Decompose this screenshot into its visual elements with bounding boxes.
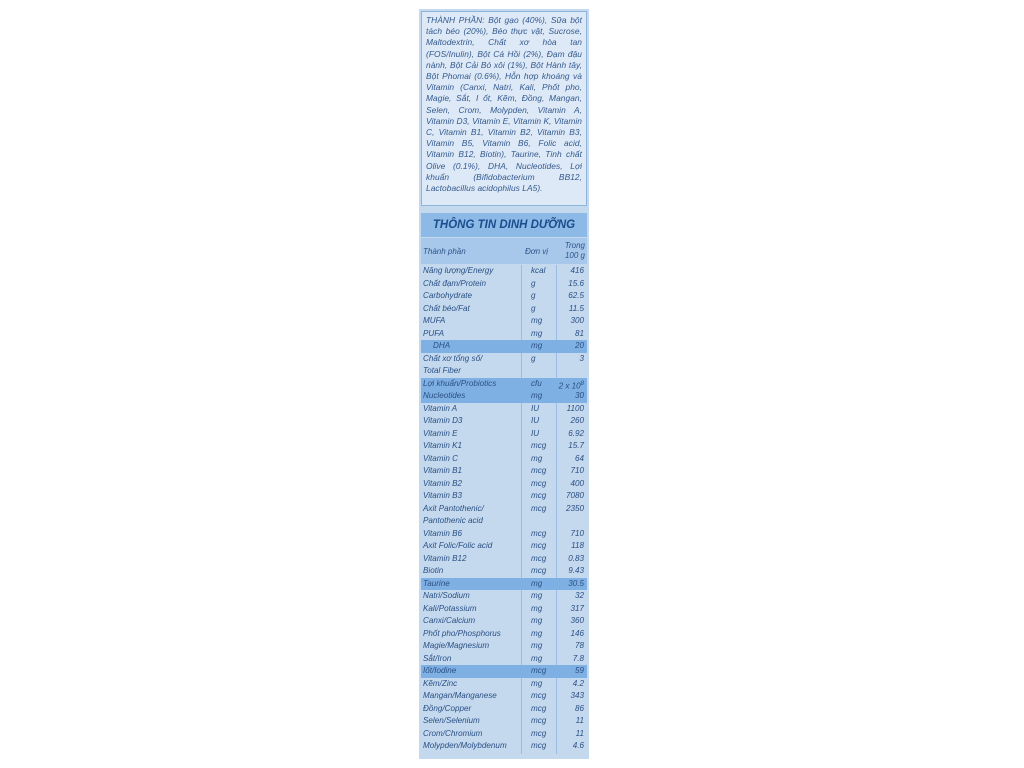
nutrient-value: 260 xyxy=(570,416,584,425)
nutrient-name: Chất đạm/Protein xyxy=(423,278,486,288)
nutrient-value: 6.92 xyxy=(568,428,584,438)
nutrient-name: PUFA xyxy=(423,328,444,338)
nutrient-value: 4.2 xyxy=(572,678,584,688)
nutrient-unit: mcg xyxy=(531,666,547,675)
nutrient-unit: g xyxy=(531,278,536,288)
nutrient-unit: mg xyxy=(531,641,543,650)
table-row xyxy=(421,490,587,503)
nutrient-name: Đồng/Copper xyxy=(423,703,472,713)
nutrient-unit: mcg xyxy=(531,528,547,538)
nutrient-name: Vitamin D3 xyxy=(423,416,463,425)
nutrient-unit: mcg xyxy=(531,691,547,700)
nutrient-name: Chất béo/Fat xyxy=(423,303,470,313)
nutrient-value: 343 xyxy=(570,691,584,700)
header-unit: Đơn vị xyxy=(525,246,549,256)
nutrient-name: Lợi khuẩn/Probiotics xyxy=(423,378,497,388)
table-row xyxy=(421,353,587,378)
nutrient-name: Molypden/Molybdenum xyxy=(423,741,507,750)
nutrient-name: Axit Pantothenic/ Pantothenic acid xyxy=(423,503,484,525)
table-row xyxy=(421,540,587,553)
nutrient-value: 15.7 xyxy=(568,441,584,450)
table-row xyxy=(421,665,587,678)
nutrient-name: Vitamin B1 xyxy=(423,466,462,475)
nutrient-unit: mcg xyxy=(531,491,547,500)
nutrient-name: Biotin xyxy=(423,566,444,575)
table-row xyxy=(421,278,587,291)
table-row xyxy=(421,653,587,666)
nutrient-value: 360 xyxy=(570,616,584,625)
table-row xyxy=(421,640,587,653)
nutrient-unit: g xyxy=(531,291,536,300)
nutrient-value: 64 xyxy=(574,453,584,463)
nutrient-name: Nucleotides xyxy=(423,391,466,400)
nutrient-name: Vitamin C xyxy=(423,453,458,463)
nutrient-unit: mg xyxy=(531,453,543,463)
nutrient-unit: mg xyxy=(531,678,543,688)
nutrient-unit: mg xyxy=(531,653,543,663)
table-row xyxy=(421,578,587,591)
nutrient-unit: g xyxy=(531,303,536,313)
nutrient-unit: mg xyxy=(531,628,543,638)
table-row xyxy=(421,503,587,528)
nutrient-name: Canxi/Calcium xyxy=(423,616,476,625)
nutrient-value: 11 xyxy=(575,728,584,738)
ingredients-box xyxy=(421,11,587,206)
nutrient-name: Natri/Sodium xyxy=(423,591,470,600)
nutrient-value: 317 xyxy=(570,603,584,613)
nutrient-value: 416 xyxy=(570,266,584,275)
table-row xyxy=(421,590,587,603)
nutrient-unit: mg xyxy=(531,341,543,350)
nutrient-value: 30 xyxy=(574,391,584,400)
nutrient-name: Crom/Chromium xyxy=(423,728,483,738)
nutrient-unit: IU xyxy=(531,416,540,425)
table-row xyxy=(421,565,587,578)
nutrient-name: Sắt/Iron xyxy=(423,653,452,663)
nutrient-unit: mg xyxy=(531,591,543,600)
nutrient-value: 11.5 xyxy=(568,303,584,313)
nutrient-unit: mcg xyxy=(531,441,547,450)
table-row xyxy=(421,315,587,328)
nutrient-value: 62.5 xyxy=(568,291,584,300)
nutrient-value: 300 xyxy=(570,316,584,325)
table-row xyxy=(421,440,587,453)
nutrient-unit: g xyxy=(531,353,536,363)
nutrient-unit: mg xyxy=(531,616,543,625)
nutrient-unit: mcg xyxy=(531,741,547,750)
table-row xyxy=(421,465,587,478)
table-row xyxy=(421,603,587,616)
table-row xyxy=(421,478,587,491)
nutrient-name: Vitamin B2 xyxy=(423,478,462,488)
nutrient-unit: mg xyxy=(531,391,543,400)
nutrient-value: 3 xyxy=(579,353,584,363)
nutrient-value: 400 xyxy=(570,478,584,488)
nutrient-unit: kcal xyxy=(531,266,546,275)
nutrient-value: 9.43 xyxy=(568,566,584,575)
nutrient-unit: mg xyxy=(531,328,543,338)
nutrient-value: 118 xyxy=(571,541,584,550)
table-row xyxy=(421,328,587,341)
nutrient-value: 146 xyxy=(570,628,584,638)
table-row xyxy=(421,378,587,391)
nutrient-unit: cfu xyxy=(531,378,542,388)
nutrient-name: Phốt pho/Phosphorus xyxy=(423,628,501,638)
nutrient-name: Taurine xyxy=(423,578,450,588)
nutrient-name: Vitamin B6 xyxy=(423,528,462,538)
table-row xyxy=(421,340,587,353)
nutrient-name: Kali/Potassium xyxy=(423,603,477,613)
nutrient-name: Chất xơ tổng số/ Total Fiber xyxy=(423,353,483,375)
nutrition-title: THÔNG TIN DINH DƯỠNG xyxy=(421,213,587,237)
table-row xyxy=(421,265,587,278)
table-row xyxy=(421,403,587,416)
nutrient-name: Vitamin B3 xyxy=(423,491,462,500)
table-row xyxy=(421,553,587,566)
nutrient-unit: mg xyxy=(531,603,543,613)
nutrient-value: 32 xyxy=(574,591,584,600)
header-name: Thành phần xyxy=(423,246,466,256)
nutrient-name: Magie/Magnesium xyxy=(423,641,490,650)
nutrient-unit: mcg xyxy=(531,503,547,513)
nutrition-header-row xyxy=(421,238,587,264)
nutrient-name: Vitamin E xyxy=(423,428,458,438)
nutrient-name: MUFA xyxy=(423,316,446,325)
nutrient-unit: IU xyxy=(531,428,540,438)
nutrient-name: DHA xyxy=(433,341,451,350)
table-row xyxy=(421,390,587,403)
table-row xyxy=(421,528,587,541)
nutrient-name: Vitamin K1 xyxy=(423,441,462,450)
nutrient-name: Vitamin B12 xyxy=(423,553,467,563)
table-row xyxy=(421,703,587,716)
table-row xyxy=(421,628,587,641)
nutrient-value: 7.8 xyxy=(572,653,584,663)
nutrient-unit: mg xyxy=(531,578,543,588)
nutrient-value: 11 xyxy=(575,716,584,725)
ingredients-text: THÀNH PHẦN: Bột gạo (40%), Sữa bột tách béo (20%), Béo thực vật, Sucrose, Maltodextrin, Chất xơ hòa tan (FOS/Inulin), Bột Cá Hồi (2%), Đạm đậu nành, Bột Cải Bó xôi (1%), Bột Hành tây, Bột Phomai (0.6%), Hỗn hợp khoáng và Vitamin (Canxi, Natri, Kali, Phốt pho, Magie, Sắt, I ốt, Kẽm, Đồng, Mangan, Selen, Crom, Molypden, Vitamin A, Vitamin D3, Vitamin E, Vitamin K, Vitamin C, Vitamin B1, Vitamin B2, Vitamin B3, Vitamin B5, Vitamin B6, Folic acid, Vitamin B12, Biotin), Taurine, Tinh chất Olive (0.1%), DHA, Nucleotides, Lợi khuẩn (Bifidobacterium BB12, Lactobacillus acidophilus LA5). xyxy=(426,15,582,194)
table-row xyxy=(421,428,587,441)
nutrient-value-base: 2 x 10 xyxy=(558,381,581,391)
table-row xyxy=(421,728,587,741)
nutrient-unit: mcg xyxy=(531,541,547,550)
nutrient-value: 20 xyxy=(574,341,584,350)
nutrient-value: 59 xyxy=(574,666,584,675)
nutrient-unit: mcg xyxy=(531,728,547,738)
nutrient-name: Selen/Selenium xyxy=(423,716,480,725)
nutrient-name: Carbohydrate xyxy=(423,291,473,300)
nutrient-value-exponent: 8 xyxy=(580,380,584,387)
nutrient-name: Mangan/Manganese xyxy=(423,691,497,700)
nutrient-value: 2350 xyxy=(565,503,584,513)
nutrient-unit: mcg xyxy=(531,716,547,725)
table-row xyxy=(421,715,587,728)
table-row xyxy=(421,453,587,466)
nutrient-value: 78 xyxy=(574,641,584,650)
nutrient-value: 15.6 xyxy=(568,278,584,288)
nutrient-value: 86 xyxy=(574,703,584,713)
nutrient-value: 30.5 xyxy=(568,578,584,588)
nutrient-value: 710 xyxy=(570,528,584,538)
nutrient-unit: mcg xyxy=(531,478,547,488)
table-row xyxy=(421,415,587,428)
nutrient-name: Axit Folic/Folic acid xyxy=(423,541,493,550)
table-row xyxy=(421,690,587,703)
table-row xyxy=(421,290,587,303)
table-row xyxy=(421,678,587,691)
table-row xyxy=(421,615,587,628)
nutrient-name: Vitamin A xyxy=(423,403,458,413)
nutrient-name: Năng lượng/Energy xyxy=(423,266,494,275)
table-row xyxy=(421,303,587,316)
nutrient-unit: IU xyxy=(531,403,540,413)
table-row xyxy=(421,740,587,753)
nutrient-unit: mcg xyxy=(531,566,547,575)
nutrient-value: 710 xyxy=(570,466,584,475)
nutrient-value: 81 xyxy=(574,328,584,338)
nutrient-value: 4.6 xyxy=(572,741,584,750)
nutrient-name: Kẽm/Zinc xyxy=(423,678,458,688)
nutrient-unit: mcg xyxy=(531,466,547,475)
nutrient-value: 1100 xyxy=(566,403,584,413)
nutrient-unit: mg xyxy=(531,316,543,325)
nutrient-value: 7080 xyxy=(565,491,584,500)
nutrient-name: Iốt/Iodine xyxy=(423,666,457,675)
header-value: Trong 100 g xyxy=(564,241,585,260)
nutrient-value: 0.83 xyxy=(568,553,584,563)
nutrient-unit: mcg xyxy=(531,703,547,713)
nutrition-table xyxy=(421,265,587,754)
nutrient-unit: mcg xyxy=(531,553,547,563)
